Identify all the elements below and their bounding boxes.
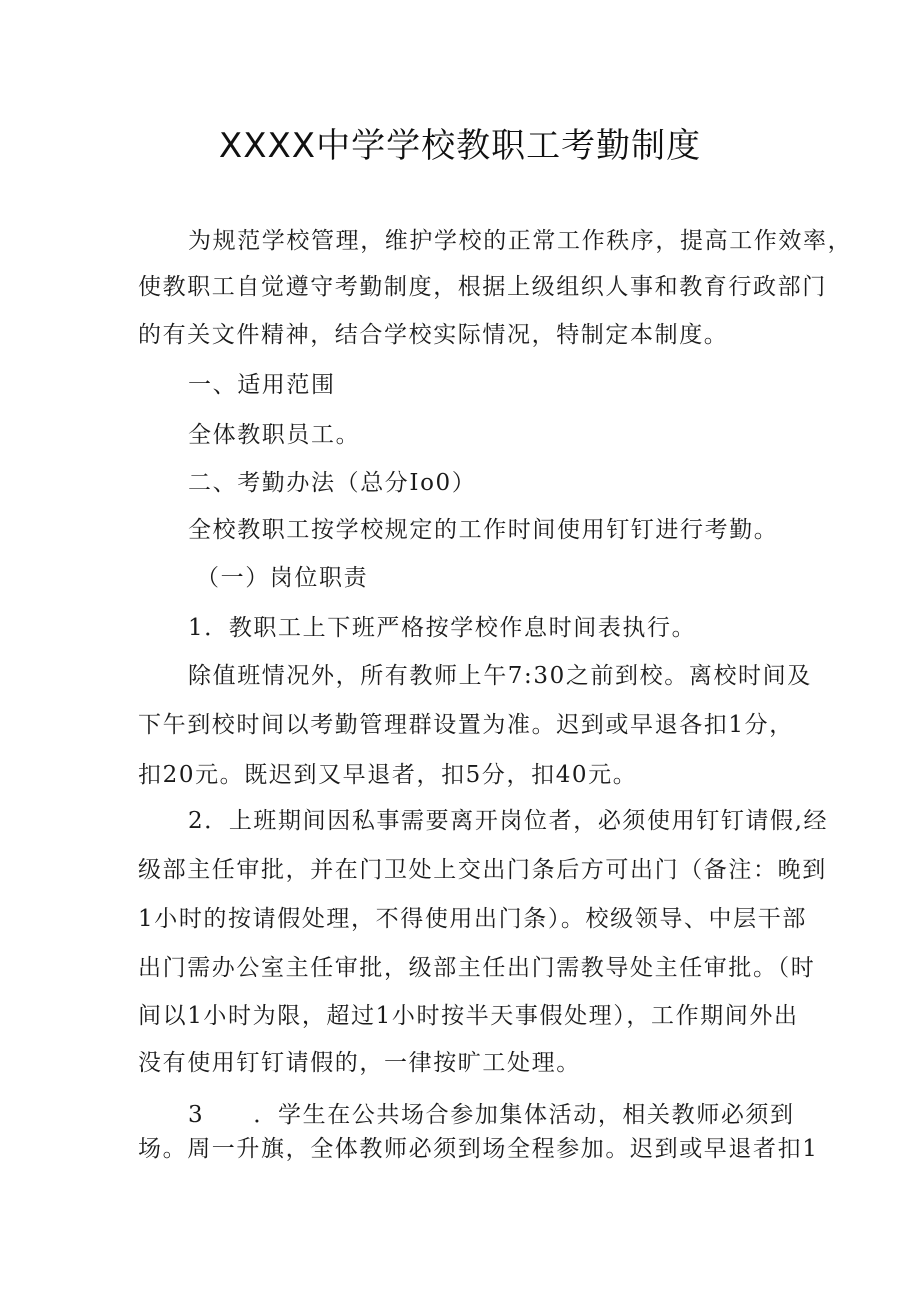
paragraph-line: 全校教职工按学校规定的工作时间使用钉钉进行考勤。	[188, 517, 779, 543]
paragraph-line: 出门需办公室主任审批，级部主任出门需教导处主任审批。（时	[138, 955, 816, 981]
section-heading: 一、适用范围	[188, 372, 336, 398]
paragraph-line: 2．上班期间因私事需要离开岗位者，必须使用钉钉请假,经	[188, 808, 829, 834]
paragraph-line: 没有使用钉钉请假的，一律按旷工处理。	[138, 1050, 581, 1076]
paragraph-line: 场。周一升旗，全体教师必须到场全程参加。迟到或早退者扣1	[138, 1136, 819, 1162]
paragraph-line: 全体教职员工。	[188, 422, 361, 448]
paragraph-line: 1．教职工上下班严格按学校作息时间表执行。	[188, 615, 697, 641]
paragraph-line: 间以1小时为限，超过1小时按半天事假处理），工作期间外出	[138, 1003, 799, 1029]
section-heading: 二、考勤办法（总分Io0）	[188, 470, 477, 496]
paragraph-line: 除值班情况外，所有教师上午7:30之前到校。离校时间及	[188, 663, 812, 689]
paragraph-line: 使教职工自觉遵守考勤制度，根据上级组织人事和教育行政部门	[138, 274, 827, 300]
paragraph-line: 的有关文件精神，结合学校实际情况，特制定本制度。	[138, 322, 729, 348]
paragraph-line: 3 ．学生在公共场合参加集体活动，相关教师必须到	[188, 1102, 795, 1128]
paragraph-line: 扣20元。既迟到又早退者，扣5分，扣40元。	[138, 762, 638, 788]
document-title: XXXX中学学校教职工考勤制度	[218, 126, 702, 166]
paragraph-line: 级部主任审批，并在门卫处上交出门条后方可出门（备注：晚到	[138, 857, 827, 883]
paragraph-line: 1小时的按请假处理，不得使用出门条）。校级领导、中层干部	[138, 906, 807, 932]
subsection-heading: （一）岗位职责	[196, 565, 369, 591]
paragraph-line: 下午到校时间以考勤管理群设置为准。迟到或早退各扣1分，	[138, 712, 794, 738]
paragraph-line: 为规范学校管理，维护学校的正常工作秩序，提高工作效率，	[188, 228, 853, 254]
